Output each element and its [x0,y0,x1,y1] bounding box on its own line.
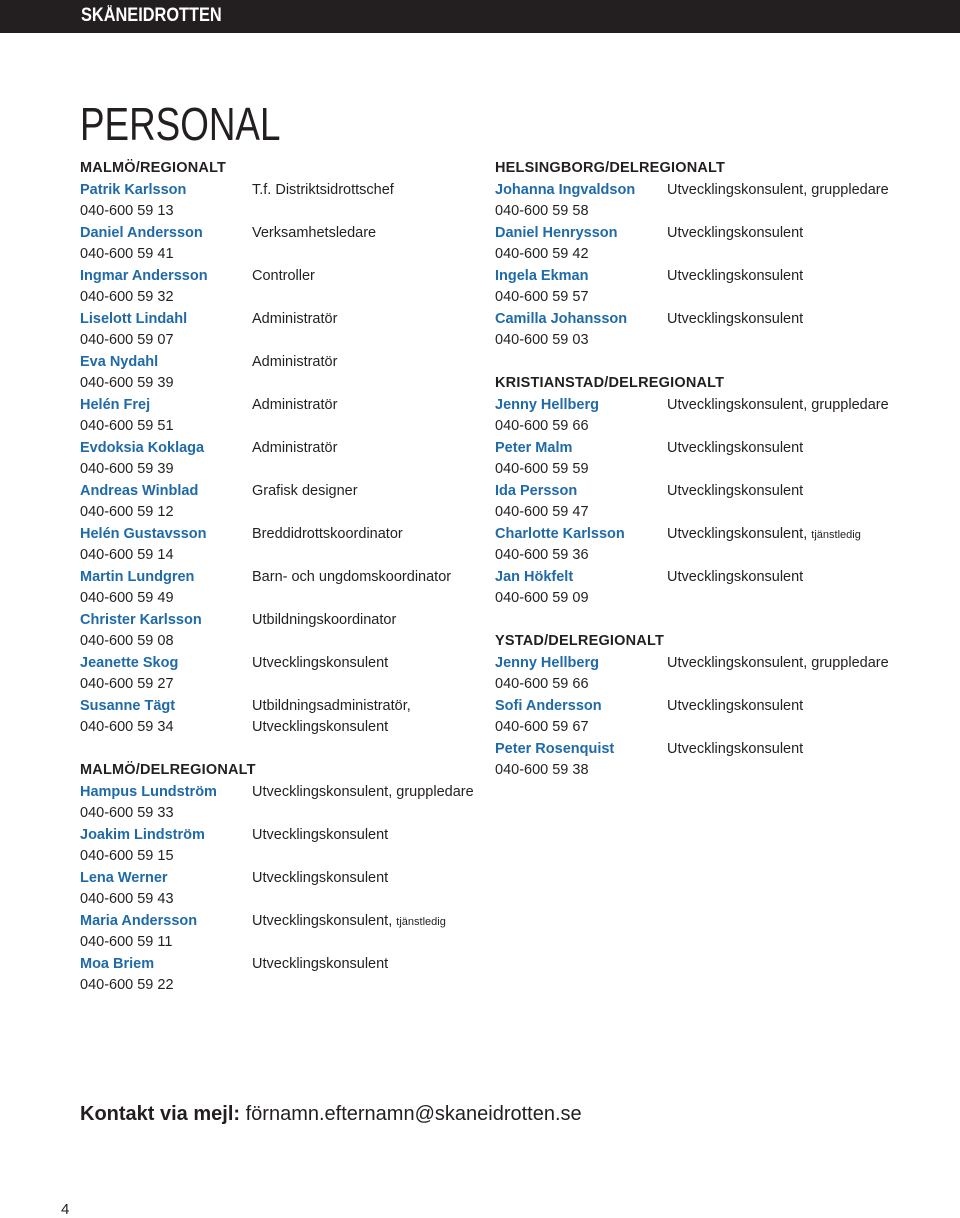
person-role-text: Utvecklingskonsulent [252,826,389,843]
person-phone-row [495,717,935,739]
person-phone: 040-600 59 11 [80,934,173,950]
person-role [252,180,394,202]
person-role-text: Utvecklingskonsulent [667,568,804,585]
person-phone: 040-600 59 67 [495,719,589,735]
person-name: Martin Lundgren [80,568,195,585]
person-role [667,223,803,245]
person-role [252,524,403,546]
person-role [252,352,337,374]
person-row [80,782,480,804]
person-row [80,653,480,675]
person-phone: 040-600 59 36 [495,547,589,563]
person-role [252,481,358,503]
person-phone-row [495,330,935,352]
section-gap [80,739,480,761]
person-phone-row [80,889,480,911]
person-role [252,395,337,417]
person-phone-row [80,287,480,309]
person-role-text: Administratör [252,310,338,327]
person-name: Daniel Andersson [80,224,203,241]
person-row [80,223,480,245]
contact-line [80,1103,582,1126]
person-row [80,567,480,589]
person-row [495,266,935,288]
person-phone: 040-600 59 43 [80,891,174,907]
person-role-text: Administratör [252,396,338,413]
person-role [252,954,388,976]
contact-email[interactable]: förnamn.efternamn@skaneidrotten.se [245,1103,582,1125]
person-role [252,653,388,675]
person-phone-row [80,201,480,223]
person-row [80,524,480,546]
person-phone-row [80,502,480,524]
person-role-text: Utvecklingskonsulent [667,740,804,757]
person-phone-row [80,459,480,481]
person-role-text: Utvecklingskonsulent [667,697,804,714]
person-role-text: Breddidrottskoordinator [252,525,403,542]
person-phone-row [495,674,935,696]
person-name: Johanna Ingvaldson [495,181,636,198]
person-phone: 040-600 59 66 [495,676,589,692]
person-phone: 040-600 59 57 [495,289,589,305]
person-phone: 040-600 59 49 [80,590,174,606]
person-role-text: Utbildningskoordinator [252,611,397,628]
person-role-text: Utvecklingskonsulent [667,224,804,241]
person-row [80,352,480,374]
person-role-text: Utvecklingskonsulent, gruppledare [252,783,474,800]
person-phone: 040-600 59 34 [80,719,174,735]
person-phone-row [495,287,935,309]
person-phone-row [495,201,935,223]
person-role [252,868,388,890]
person-role [667,653,889,675]
person-role-text: Utbildningsadministratör, [252,697,411,714]
person-role-text: Utvecklingskonsulent, gruppledare [667,654,889,671]
person-role [252,266,315,288]
person-row [80,180,480,202]
person-role-text: Utvecklingskonsulent [252,869,389,886]
person-row [80,395,480,417]
person-row [495,395,935,417]
person-role-text: Administratör [252,439,338,456]
person-row [80,868,480,890]
person-name: Hampus Lundström [80,783,217,800]
person-phone: 040-600 59 12 [80,504,174,520]
person-row [495,180,935,202]
person-role-text: Utvecklingskonsulent [667,267,804,284]
person-name: Maria Andersson [80,912,198,929]
person-row [495,653,935,675]
person-row [495,696,935,718]
person-phone-row [495,502,935,524]
person-role-text: Verksamhetsledare [252,224,377,241]
person-role-text: Barn- och ungdomskoordinator [252,568,452,585]
person-phone-row [80,803,480,825]
person-name: Peter Malm [495,439,573,456]
section-gap [495,610,935,632]
person-row [495,223,935,245]
person-name: Liselott Lindahl [80,310,188,327]
person-role-text: Utvecklingskonsulent [252,955,389,972]
person-name: Charlotte Karlsson [495,525,625,542]
contact-label: Kontakt via mejl: [80,1103,241,1125]
person-phone: 040-600 59 66 [495,418,589,434]
person-row [495,739,935,761]
person-phone-row [80,373,480,395]
person-row [495,524,935,546]
header-bar [0,0,960,33]
person-name: Peter Rosenquist [495,740,615,757]
person-phone: 040-600 59 09 [495,590,589,606]
person-name: Patrik Karlsson [80,181,187,198]
person-phone-row [80,330,480,352]
page-number: 4 [61,1201,70,1218]
person-role-note: tjänstledig [396,915,446,928]
person-name: Susanne Tägt [80,697,176,714]
person-name: Ingela Ekman [495,267,589,284]
person-name: Andreas Winblad [80,482,199,499]
person-row [80,266,480,288]
person-name: Jan Hökfelt [495,568,574,585]
person-name: Helén Gustavsson [80,525,207,542]
person-phone-row [495,416,935,438]
person-row [495,481,935,503]
person-role-text: Utvecklingskonsulent, [667,525,808,542]
left-column [80,158,480,997]
person-role-text: Utvecklingskonsulent [667,482,804,499]
person-role [667,696,803,718]
person-phone: 040-600 59 03 [495,332,589,348]
person-role [667,524,861,547]
section-heading: MALMÖ/REGIONALT [80,160,227,176]
person-phone: 040-600 59 41 [80,246,174,262]
person-phone: 040-600 59 22 [80,977,174,993]
person-role-text: Utvecklingskonsulent [667,310,804,327]
person-phone-row [80,975,480,997]
person-phone: 040-600 59 39 [80,375,174,391]
person-role [667,309,803,331]
person-name: Evdoksia Koklaga [80,439,205,456]
person-phone-row [80,932,480,954]
person-role [252,438,337,460]
person-role [252,825,388,847]
person-role [667,438,803,460]
person-role [667,395,889,417]
person-row [495,438,935,460]
person-role-text: Controller [252,267,315,284]
person-role [252,911,446,934]
person-role [667,739,803,761]
section-heading: YSTAD/DELREGIONALT [495,633,665,649]
person-row [80,696,480,718]
person-role-text: Utvecklingskonsulent, gruppledare [667,396,889,413]
person-phone-row [80,244,480,266]
person-phone-row [495,244,935,266]
person-row [495,309,935,331]
person-name: Eva Nydahl [80,353,159,370]
person-row [80,911,480,933]
person-phone-row [80,631,480,653]
person-name: Jenny Hellberg [495,396,599,413]
person-role [667,180,889,202]
person-phone-row [80,588,480,610]
person-phone-row [80,717,480,739]
person-phone: 040-600 59 15 [80,848,174,864]
person-name: Jenny Hellberg [495,654,599,671]
person-name: Lena Werner [80,869,168,886]
person-phone: 040-600 59 47 [495,504,589,520]
person-row [495,567,935,589]
person-phone: 040-600 59 14 [80,547,174,563]
person-role [252,567,451,589]
person-role [667,481,803,503]
person-name: Sofi Andersson [495,697,602,714]
person-row [80,309,480,331]
person-role-text: Utvecklingskonsulent [252,654,389,671]
section-heading: MALMÖ/DELREGIONALT [80,762,256,778]
person-name: Jeanette Skog [80,654,179,671]
person-role [252,782,474,804]
person-phone: 040-600 59 51 [80,418,174,434]
person-role [252,223,376,245]
person-name: Moa Briem [80,955,155,972]
person-phone: 040-600 59 07 [80,332,174,348]
person-phone-row [80,545,480,567]
person-phone-row [495,545,935,567]
person-name: Ingmar Andersson [80,267,208,284]
person-name: Helén Frej [80,396,151,413]
person-role-secondary: Utvecklingskonsulent [252,719,389,735]
section-gap [495,352,935,374]
person-row [80,610,480,632]
person-role-text: T.f. Distriktsidrottschef [252,181,394,198]
person-phone: 040-600 59 58 [495,203,589,219]
person-phone: 040-600 59 08 [80,633,174,649]
person-role-text: Utvecklingskonsulent, gruppledare [667,181,889,198]
person-row [80,954,480,976]
person-name: Christer Karlsson [80,611,202,628]
person-role-text: Grafisk designer [252,482,358,499]
person-name: Joakim Lindström [80,826,205,843]
person-role-text: Utvecklingskonsulent [667,439,804,456]
person-phone-row [495,760,935,782]
person-phone-row [80,674,480,696]
person-name: Ida Persson [495,482,578,499]
person-row [80,481,480,503]
person-row [80,825,480,847]
person-phone: 040-600 59 32 [80,289,174,305]
person-role [667,266,803,288]
person-phone-row [80,416,480,438]
person-phone-row [495,588,935,610]
person-role-note: tjänstledig [811,528,861,541]
person-name: Daniel Henrysson [495,224,618,241]
person-phone: 040-600 59 33 [80,805,174,821]
person-row [80,438,480,460]
person-name: Camilla Johansson [495,310,628,327]
person-role-text: Utvecklingskonsulent, [252,912,393,929]
section-heading: HELSINGBORG/DELREGIONALT [495,160,726,176]
person-phone: 040-600 59 59 [495,461,589,477]
person-role [252,309,337,331]
person-phone-row [80,846,480,868]
person-role [252,610,396,632]
page-title: PERSONAL [80,98,281,150]
person-phone: 040-600 59 27 [80,676,174,692]
right-column [495,158,935,782]
section-heading: KRISTIANSTAD/DELREGIONALT [495,375,725,391]
person-phone: 040-600 59 38 [495,762,589,778]
person-role [667,567,803,589]
person-phone: 040-600 59 39 [80,461,174,477]
person-role-text: Administratör [252,353,338,370]
person-phone: 040-600 59 42 [495,246,589,262]
person-phone-row [495,459,935,481]
header-title: SKÅNEIDROTTEN [81,5,222,26]
person-phone: 040-600 59 13 [80,203,174,219]
person-role [252,696,411,718]
